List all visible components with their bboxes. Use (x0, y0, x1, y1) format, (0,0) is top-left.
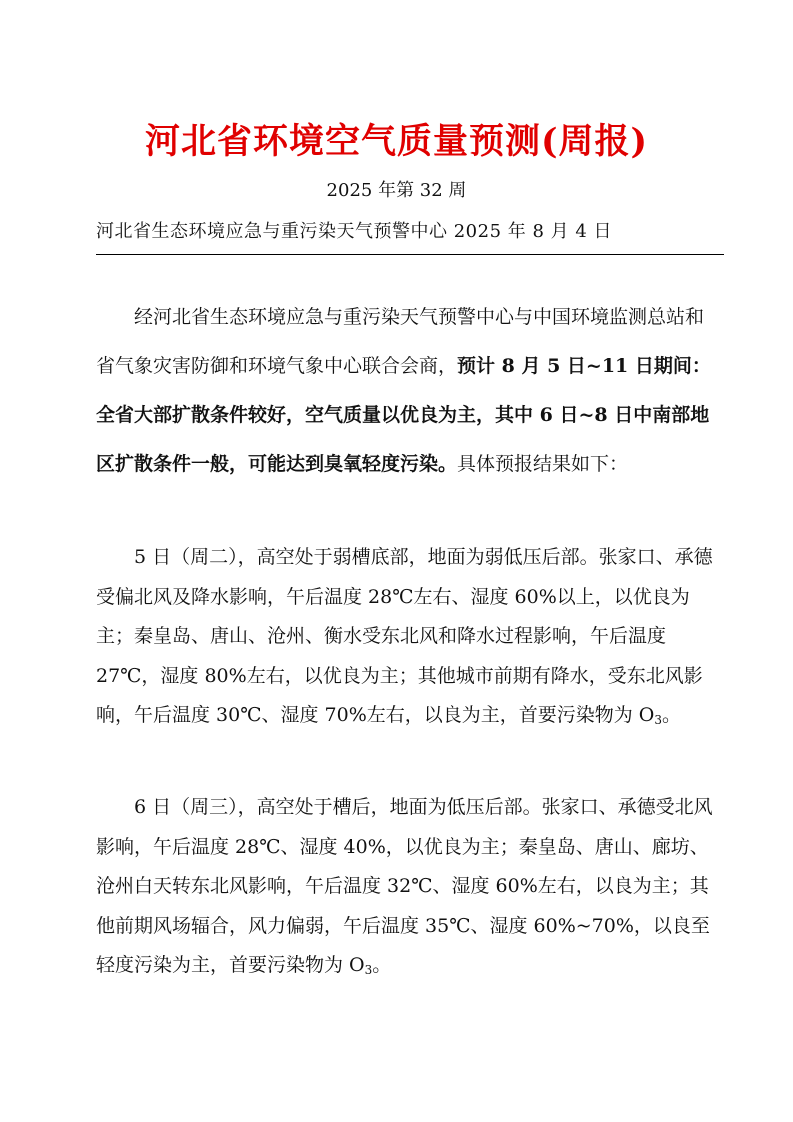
week-number: 2025 年第 32 周 (326, 180, 467, 201)
issuer-date-line: 河北省生态环境应急与重污染天气预警中心 2025 年 8 月 4 日 (96, 221, 613, 242)
header-divider (96, 254, 724, 255)
day-forecast-text: 5 日（周二），高空处于弱槽底部，地面为弱低压后部。张家口、承德受偏北风及降水影响，午后温度 28℃左右、湿度 60%以上，以优良为主；秦皇岛、唐山、沧州、衡水受东北风和降水过程影响，午后温度 27℃，湿度 80%左右，以优良为主；其他城市前期有降水，受东北风影响，午后温度 30℃、湿度 70%左右，以良为主，首要污染物为 O (96, 546, 713, 727)
subscript: 3 (654, 713, 662, 728)
intro-text (96, 293, 714, 489)
day-forecast-paragraph (96, 788, 714, 986)
intro-bold-forecast: 预计 8 月 5 日~11 日期间：全省大部扩散条件较好，空气质量以优良为主，其中 6 日~8 日中南部地区扩散条件一般，可能达到臭氧轻度污染。 (96, 355, 711, 475)
intro-normal-text: 经河北省生态环境应急与重污染天气预警中心与中国环境监测总站和省气象灾害防御和环境气象中心联合会商， (96, 306, 705, 377)
day-forecast-text: 6 日（周三），高空处于槽后，地面为低压后部。张家口、承德受北风影响，午后温度 28℃、湿度 40%，以优良为主；秦皇岛、唐山、廊坊、沧州白天转东北风影响，午后温度 32℃、湿度 60%左右，以良为主；其他前期风场辐合，风力偏弱，午后温度 35℃、湿度 60%~70%，以良至轻度污染为主，首要污染物为 O (96, 796, 713, 977)
intro-paragraph (96, 293, 714, 489)
sentence-end: 。 (662, 704, 682, 727)
subscript: 3 (364, 963, 373, 978)
sentence-end: 。 (372, 954, 392, 977)
report-title: 河北省环境空气质量预测(周报) (144, 121, 649, 162)
day-forecast-paragraph (96, 538, 714, 736)
intro-tail-text: 具体预报结果如下： (457, 453, 629, 475)
